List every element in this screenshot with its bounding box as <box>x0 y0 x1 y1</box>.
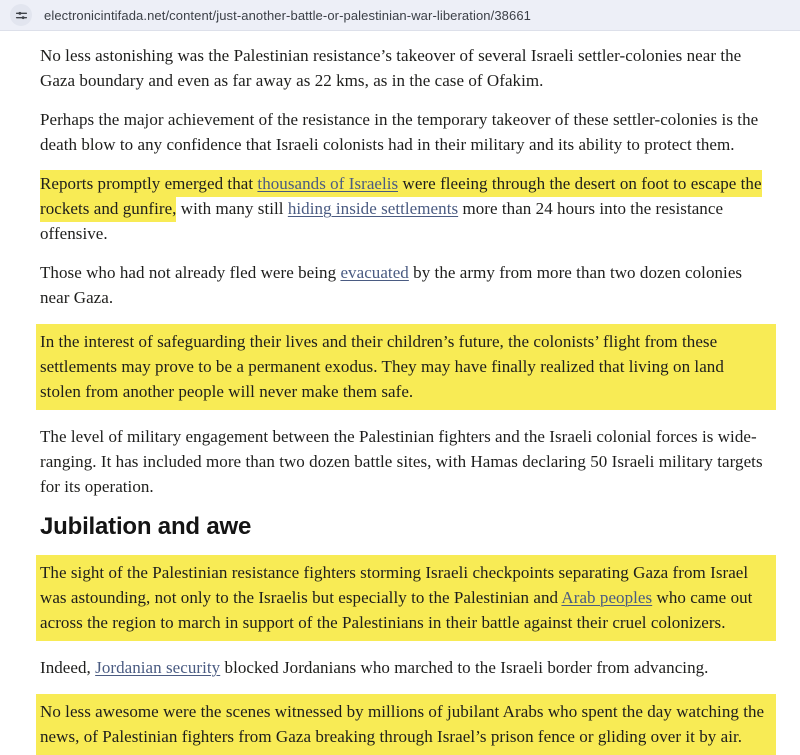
paragraph <box>40 655 766 680</box>
inline-link[interactable]: Jordanian security <box>95 658 221 677</box>
paragraph <box>40 43 766 93</box>
paragraph-highlighted <box>36 324 776 410</box>
tune-icon <box>15 9 28 22</box>
inline-link[interactable]: Arab peoples <box>561 588 653 607</box>
text-segment: with many still <box>176 199 288 218</box>
paragraph <box>40 171 766 246</box>
text-segment: In the interest of safeguarding their lives and their children’s future, the colonists’ flight from these settlements may prove to be a permanent exodus. They may have finally realized that living on land stolen from another people will never make them safe. <box>40 332 724 401</box>
text-segment: The sight of the Palestinian resistance fighters storming Israeli checkpoints separating Gaza from Israel was astounding, not only to the Israelis but especially to the Palestinian and <box>40 563 749 607</box>
text-segment: No less astonishing was the Palestinian resistance’s takeover of several Israeli settler-colonies near the Gaza boundary and even as far away as 22 kms, as in the case of Ofakim. <box>40 46 742 90</box>
text-segment: who came out across the region to march in support of the Palestinians in their battle against their cruel colonizers. <box>40 588 753 632</box>
text-segment: Perhaps the major achievement of the resistance in the temporary takeover of these settler-colonies is the death blow to any confidence that Israeli colonists had in their military and its ability to protect them. <box>40 110 759 154</box>
article-body <box>40 43 766 755</box>
paragraph <box>40 424 766 499</box>
inline-link[interactable]: hiding inside settlements <box>287 199 459 218</box>
text-segment: blocked Jordanians who marched to the Israeli border from advancing. <box>220 658 709 677</box>
text-segment: No less awesome were the scenes witnessed by millions of jubilant Arabs who spent the day watching the news, of Palestinian fighters from Gaza breaking through Israel’s prison fence or gliding over it by air. <box>40 702 765 746</box>
text-segment: were fleeing through the desert on foot to escape the rockets and gunfire, <box>40 170 762 222</box>
paragraph <box>40 260 766 310</box>
paragraph-highlighted <box>36 555 776 641</box>
browser-url-bar[interactable] <box>0 0 800 31</box>
text-segment: Reports promptly emerged that <box>40 170 257 197</box>
inline-link[interactable]: evacuated <box>340 263 409 282</box>
paragraph-highlighted <box>36 694 776 755</box>
section-heading: Jubilation and awe <box>40 513 252 540</box>
text-segment: The level of military engagement between the Palestinian fighters and the Israeli colonial forces is wide-ranging. It has included more than two dozen battle sites, with Hamas declaring 50 Israeli military targets for its operation. <box>40 427 763 496</box>
inline-link[interactable]: thousands of Israelis <box>257 170 398 197</box>
text-segment: more than 24 hours into the resistance offensive. <box>40 199 724 243</box>
site-info-button[interactable] <box>10 4 32 26</box>
text-segment: Those who had not already fled were being <box>40 263 341 282</box>
url-text[interactable]: electronicintifada.net/content/just-another-battle-or-palestinian-war-liberation/38661 <box>44 7 531 23</box>
article-content <box>0 31 800 755</box>
text-segment: Indeed, <box>40 658 96 677</box>
paragraph <box>40 107 766 157</box>
text-segment: by the army from more than two dozen colonies near Gaza. <box>40 263 743 307</box>
